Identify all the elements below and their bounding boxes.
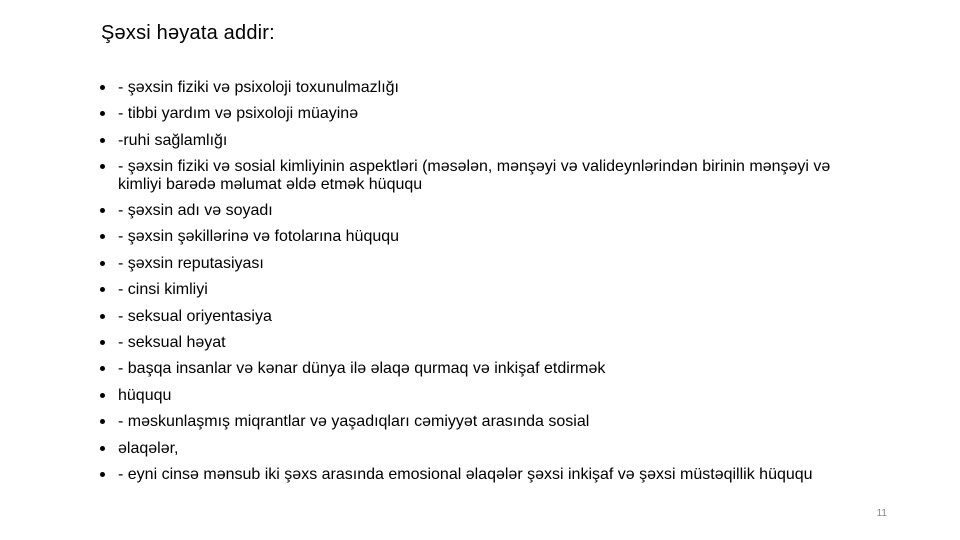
bullet-icon [100, 366, 105, 371]
bullet-icon [100, 287, 105, 292]
bullet-icon [100, 446, 105, 451]
bullet-icon [100, 340, 105, 345]
bullet-icon [100, 85, 105, 90]
list-item [98, 466, 878, 484]
list-item-text: - tibbi yardım və psixoloji müayinə [118, 105, 359, 123]
bullet-icon [100, 472, 105, 477]
bullet-icon [100, 111, 105, 116]
list-item [98, 308, 878, 326]
list-item [98, 440, 878, 458]
bullet-icon [100, 393, 105, 398]
list-item [98, 334, 878, 352]
bullet-list [98, 79, 878, 492]
list-item-text: - seksual həyat [118, 334, 226, 352]
list-item-text: - şəxsin fiziki və psixoloji toxunulmazlığı [118, 79, 399, 96]
list-item [98, 202, 878, 220]
list-item [98, 158, 878, 193]
bullet-icon [100, 234, 105, 239]
list-item-text: - məskunlaşmış miqrantlar və yaşadıqları cəmiyyət arasında sosial [118, 413, 590, 431]
slide-title: Şəxsi həyata addir: [101, 22, 275, 44]
list-item-text: -ruhi sağlamlığı [118, 131, 228, 149]
list-item [98, 79, 878, 97]
list-item-text: hüququ [118, 386, 172, 404]
list-item [98, 255, 878, 273]
bullet-icon [100, 419, 105, 424]
list-item [98, 360, 878, 378]
list-item-text: əlaqələr, [118, 439, 179, 457]
page-number: 11 [876, 508, 887, 519]
list-item-text: - seksual oriyentasiya [118, 307, 272, 325]
list-item [98, 105, 878, 123]
list-item-text: - cinsi kimliyi [118, 281, 208, 299]
list-item [98, 228, 878, 246]
list-item-text: - başqa insanlar və kənar dünya ilə əlaqə qurmaq və inkişaf etdirmək [118, 360, 606, 378]
list-item-text: - şəxsin fiziki və sosial kimliyinin aspektləri (məsələn, mənşəyi və valideynlərindən birinin mənşəyi və kimliyi barədə məlumat əldə etmək hüququ [118, 158, 831, 193]
bullet-icon [100, 164, 105, 169]
list-item [98, 413, 878, 431]
bullet-icon [100, 138, 105, 143]
bullet-icon [100, 261, 105, 266]
bullet-icon [100, 314, 105, 319]
list-item-text: - eyni cinsə mənsub iki şəxs arasında emosional əlaqələr şəxsi inkişaf və şəxsi müstəqillik hüququ [118, 465, 813, 483]
bullet-icon [100, 208, 105, 213]
list-item-text: - şəxsin reputasiyası [118, 254, 264, 272]
list-item [98, 132, 878, 150]
list-item [98, 281, 878, 299]
list-item-text: - şəxsin adı və soyadı [118, 202, 273, 220]
list-item [98, 387, 878, 405]
list-item-text: - şəxsin şəkillərinə və fotolarına hüququ [118, 228, 400, 246]
